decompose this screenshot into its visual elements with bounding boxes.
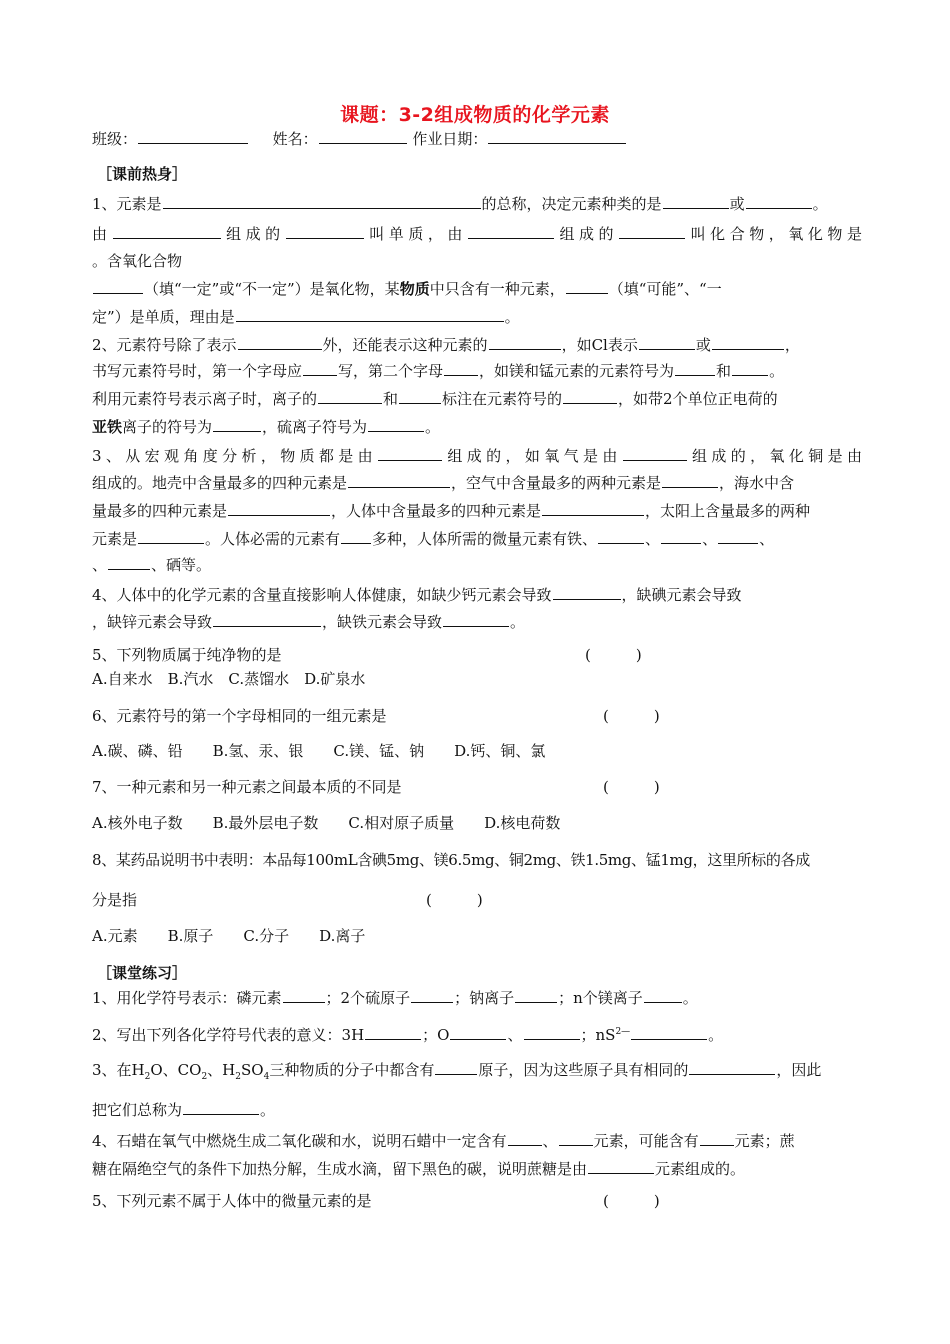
name-blank[interactable] <box>319 128 407 144</box>
q7-options: A.核外电子数 B.最外层电子数 C.相对原子质量 D.核电荷数 <box>92 814 561 832</box>
q2-text-bold: 亚铁 <box>92 418 123 436</box>
p1-text: ；2个硫原子 <box>325 989 411 1007</box>
q3-blank[interactable] <box>542 500 644 516</box>
q1-line3: 。含氧化合物 <box>92 252 183 270</box>
p1-blank[interactable] <box>283 987 325 1003</box>
q6-answer-paren[interactable]: ( ) <box>603 707 660 725</box>
q2-blank[interactable] <box>368 416 424 432</box>
p1-text: 。 <box>682 989 698 1007</box>
q3-blank[interactable] <box>341 528 371 544</box>
q3-text: ，海水中含 <box>719 474 795 492</box>
q2-blank[interactable] <box>489 334 561 350</box>
q2-text: 利用元素符号表示离子时，离子的 <box>92 390 318 408</box>
p4-text: 糖在隔绝空气的条件下加热分解，生成水滴，留下黑色的碳，说明蔗糖是由 <box>92 1160 588 1178</box>
q2-line4 <box>92 416 862 438</box>
p4-text: 元素；蔗 <box>734 1132 795 1150</box>
p2-blank[interactable] <box>631 1024 707 1040</box>
q1-text: 中只含有一种元素， <box>429 280 565 298</box>
q3-line4 <box>92 528 862 550</box>
name-label: 姓名： <box>272 130 318 148</box>
p2-blank[interactable] <box>524 1024 580 1040</box>
p2-text: ；O <box>422 1026 450 1044</box>
q2-blank[interactable] <box>712 334 784 350</box>
date-label: 作业日期： <box>412 130 488 148</box>
date-blank[interactable] <box>488 128 626 144</box>
p5-stem: 5、下列元素不属于人体中的微量元素的是 <box>92 1192 372 1210</box>
q1-text: 由 <box>92 225 112 243</box>
q2-text: 和 <box>383 390 399 408</box>
p2-text: 、 <box>507 1026 523 1044</box>
p3-text: 、H <box>207 1061 236 1079</box>
q2-blank[interactable] <box>675 360 715 376</box>
q1-text: 1、元素是 <box>92 195 162 213</box>
q3-blank[interactable] <box>718 528 758 544</box>
class-blank[interactable] <box>138 128 248 144</box>
q1-blank[interactable] <box>286 223 364 239</box>
q2-text: ，如Cl表示 <box>561 336 638 354</box>
q1-text: 定”）是单质，理由是 <box>92 308 235 326</box>
q1-line1 <box>92 193 862 215</box>
q3-blank[interactable] <box>138 528 204 544</box>
q2-text: ，硫离子符号为 <box>262 418 368 436</box>
q3-text: ，空气中含量最多的两种元素是 <box>451 474 662 492</box>
q5-options: A.自来水 B.汽水 C.蒸馏水 D.矿泉水 <box>92 670 366 688</box>
q1-line5 <box>92 306 862 328</box>
p2-text: 。 <box>708 1026 724 1044</box>
q2-text: ，如镁和锰元素的元素符号为 <box>479 362 675 380</box>
p5-answer-paren[interactable]: ( ) <box>603 1192 660 1210</box>
q1-text: （填“一定”或“不一定”）是氧化物，某 <box>144 280 400 298</box>
q3-blank[interactable] <box>228 500 330 516</box>
p2-line <box>92 1021 862 1046</box>
p4-blank[interactable] <box>508 1130 542 1146</box>
q8-options: A.元素 B.原子 C.分子 D.离子 <box>92 927 366 945</box>
q3-text: 。人体必需的元素有 <box>205 530 341 548</box>
q3-text: 、 <box>92 556 108 574</box>
q2-text: 2、元素符号除了表示 <box>92 336 237 354</box>
p1-text: ；n个镁离子 <box>558 989 643 1007</box>
q3-text: 组成的，如氧气是由 <box>443 447 622 465</box>
q4-text: 4、人体中的化学元素的含量直接影响人体健康，如缺少钙元素会导致 <box>92 586 552 604</box>
q4-blank[interactable] <box>213 611 321 627</box>
q2-text: 外，还能表示这种元素的 <box>322 336 488 354</box>
q7-answer-paren[interactable]: ( ) <box>603 778 660 796</box>
q4-text: 。 <box>510 613 526 631</box>
q1-line2 <box>92 223 862 245</box>
q8-stem-line2: 分是指 <box>92 891 138 909</box>
q2-text: 标注在元素符号的 <box>442 390 563 408</box>
q2-line2 <box>92 360 862 382</box>
q5-answer-paren[interactable]: ( ) <box>585 646 642 664</box>
q3-blank[interactable] <box>623 445 687 461</box>
q4-line1 <box>92 584 862 606</box>
p3-text: 三种物质的分子中都含有 <box>269 1061 435 1079</box>
p3-text: 把它们总称为 <box>92 1101 183 1119</box>
p2-text: ；nS <box>580 1026 616 1044</box>
q2-text: 。 <box>769 362 785 380</box>
q1-blank[interactable] <box>163 193 481 209</box>
q8-stem-line1: 8、某药品说明书中表明：本品每100mL含碘5mg、镁6.5mg、铜2mg、铁1.5mg、锰1mg，这里所标的各成 <box>92 851 810 869</box>
q1-blank[interactable] <box>746 193 812 209</box>
p4-blank[interactable] <box>700 1130 734 1146</box>
q1-text: （填“可能”、“一 <box>608 280 722 298</box>
p3-text: 原子，因为这些原子具有相同的 <box>478 1061 689 1079</box>
p2-superscript: 2— <box>615 1027 631 1037</box>
p4-blank[interactable] <box>559 1130 593 1146</box>
p4-line2 <box>92 1158 862 1180</box>
section-warmup: ［课前热身］ <box>97 165 188 183</box>
section-practice: ［课堂练习］ <box>97 964 188 982</box>
q4-text: ，缺碘元素会导致 <box>621 586 742 604</box>
q5-stem: 5、下列物质属于纯净物的是 <box>92 646 282 664</box>
q8-answer-paren[interactable]: ( ) <box>426 891 483 909</box>
q2-blank[interactable] <box>399 388 441 404</box>
header-fields <box>92 128 862 150</box>
q3-blank[interactable] <box>661 528 701 544</box>
p1-text: 1、用化学符号表示：磷元素 <box>92 989 282 1007</box>
q1-text: 组成的 <box>554 225 619 243</box>
q1-text: 叫化合物，氧化物是 <box>686 225 862 243</box>
q3-line3 <box>92 500 862 522</box>
p3-subscript: 2 <box>144 1072 151 1082</box>
q3-text: ，人体中含量最多的四种元素是 <box>331 502 542 520</box>
p3-line2 <box>92 1099 862 1121</box>
q2-line1 <box>92 334 862 356</box>
q2-blank[interactable] <box>444 360 478 376</box>
q2-blank[interactable] <box>318 388 382 404</box>
p3-text: 。 <box>260 1101 276 1119</box>
q4-line2 <box>92 611 862 633</box>
q3-text: 元素是 <box>92 530 138 548</box>
q3-blank[interactable] <box>348 472 450 488</box>
q3-line5 <box>92 554 862 576</box>
p2-blank[interactable] <box>365 1024 421 1040</box>
q1-text: 。 <box>812 195 828 213</box>
p3-text: 3、在H <box>92 1061 145 1079</box>
q2-text: ， <box>784 336 800 354</box>
page-title: 课题：3-2组成物质的化学元素 <box>340 104 610 126</box>
q1-text: 组成的 <box>221 225 285 243</box>
q3-text: 、硒等。 <box>151 556 212 574</box>
q3-text: 3、从宏观角度分析，物质都是由 <box>92 447 378 465</box>
p4-blank[interactable] <box>588 1158 654 1174</box>
q3-text: 多种，人体所需的微量元素有铁、 <box>372 530 598 548</box>
q2-text: 。 <box>425 418 441 436</box>
p4-line1 <box>92 1130 862 1152</box>
q2-text: 书写元素符号时，第一个字母应 <box>92 362 303 380</box>
p3-blank[interactable] <box>689 1059 775 1075</box>
q3-blank[interactable] <box>378 445 442 461</box>
q1-text-bold: 物质 <box>399 280 430 298</box>
q3-text: 组成的。地壳中含量最多的四种元素是 <box>92 474 348 492</box>
q1-blank[interactable] <box>468 223 554 239</box>
q1-text: 。 <box>504 308 520 326</box>
p3-text: ，因此 <box>776 1061 822 1079</box>
q2-blank[interactable] <box>213 416 261 432</box>
p3-subscript: 2 <box>201 1072 208 1082</box>
q3-text: 组成的，氧化铜是由 <box>687 447 862 465</box>
p3-line1 <box>92 1059 862 1088</box>
q6-options: A.碳、磷、铅 B.氢、汞、银 C.镁、锰、钠 D.钙、铜、氯 <box>92 742 546 760</box>
p4-text: 元素，可能含有 <box>593 1132 699 1150</box>
q2-text: 写，第二个字母 <box>338 362 444 380</box>
p3-blank[interactable] <box>183 1099 259 1115</box>
p3-text: SO <box>241 1061 264 1079</box>
q2-text: 或 <box>695 336 711 354</box>
q1-line4 <box>92 278 862 300</box>
p4-text: 、 <box>542 1132 558 1150</box>
p1-blank[interactable] <box>644 987 682 1003</box>
q1-text: 叫单质，由 <box>364 225 467 243</box>
q1-text: 的总称，决定元素种类的是 <box>481 195 662 213</box>
q1-blank[interactable] <box>619 223 685 239</box>
q3-text: 、 <box>702 530 718 548</box>
q1-text: 或 <box>729 195 745 213</box>
p1-text: ；钠离子 <box>454 989 515 1007</box>
q2-text: ，如带2个单位正电荷的 <box>618 390 778 408</box>
q2-text: 离子的符号为 <box>122 418 213 436</box>
q1-blank[interactable] <box>663 193 729 209</box>
p3-blank[interactable] <box>435 1059 477 1075</box>
q3-blank[interactable] <box>108 554 150 570</box>
p2-blank[interactable] <box>450 1024 506 1040</box>
q3-text: 量最多的四种元素是 <box>92 502 228 520</box>
q7-stem: 7、一种元素和另一种元素之间最本质的不同是 <box>92 778 402 796</box>
q1-blank[interactable] <box>113 223 221 239</box>
q2-blank[interactable] <box>639 334 695 350</box>
q3-blank[interactable] <box>662 472 718 488</box>
p3-subscript: 2 <box>235 1072 241 1082</box>
q4-blank[interactable] <box>553 584 621 600</box>
p1-blank[interactable] <box>411 987 453 1003</box>
q2-blank[interactable] <box>303 360 337 376</box>
q4-blank[interactable] <box>443 611 509 627</box>
p2-text: 2、写出下列各化学符号代表的意义：3H <box>92 1026 365 1044</box>
q3-blank[interactable] <box>598 528 644 544</box>
p1-blank[interactable] <box>515 987 557 1003</box>
q2-blank[interactable] <box>732 360 768 376</box>
q1-blank[interactable] <box>566 278 608 294</box>
q3-line2 <box>92 472 862 494</box>
q4-text: ，缺锌元素会导致 <box>92 613 213 631</box>
p3-subscript: 4 <box>263 1072 270 1082</box>
q2-line3 <box>92 388 862 410</box>
q2-text: 和 <box>716 362 732 380</box>
q3-text: 、 <box>645 530 661 548</box>
p1-line <box>92 987 862 1009</box>
q3-text: 、 <box>759 530 775 548</box>
p3-text: O、CO <box>150 1061 202 1079</box>
q6-stem: 6、元素符号的第一个字母相同的一组元素是 <box>92 707 387 725</box>
q3-text: ，太阳上含量最多的两种 <box>645 502 811 520</box>
q1-blank[interactable] <box>236 306 504 322</box>
class-label: 班级： <box>92 130 138 148</box>
q4-text: ，缺铁元素会导致 <box>322 613 443 631</box>
q3-line1 <box>92 445 862 467</box>
p4-text: 4、石蜡在氧气中燃烧生成二氧化碳和水，说明石蜡中一定含有 <box>92 1132 507 1150</box>
p4-text: 元素组成的。 <box>655 1160 746 1178</box>
q2-blank[interactable] <box>563 388 617 404</box>
q2-blank[interactable] <box>238 334 322 350</box>
q1-blank[interactable] <box>93 278 143 294</box>
